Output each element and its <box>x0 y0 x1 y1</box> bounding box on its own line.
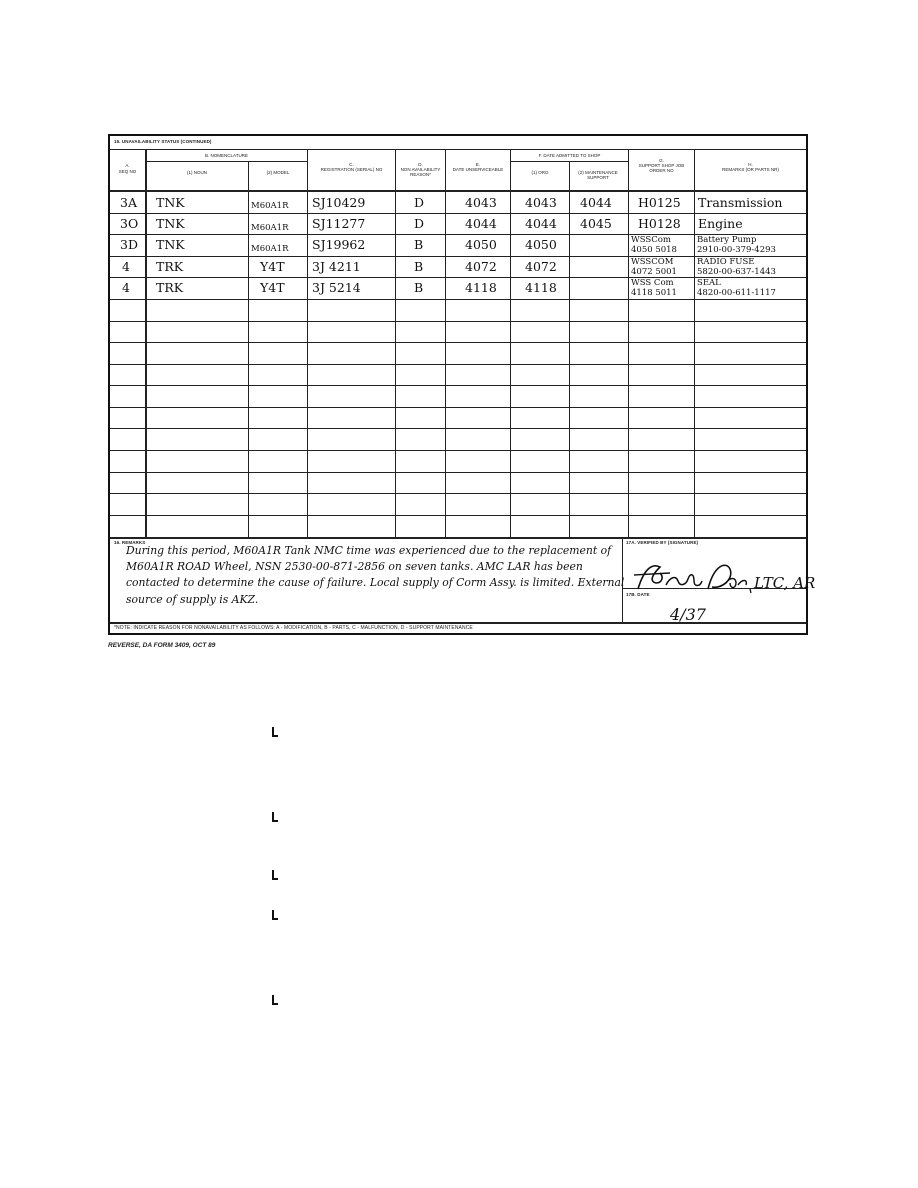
cell-seq: 3A <box>120 195 137 210</box>
header-seq-no: SEQ NO <box>118 169 137 174</box>
cell-model: Y4T <box>260 259 285 274</box>
cell-model: M60A1R <box>251 244 289 254</box>
reason-note: *NOTE: INDICATE REASON FOR NONAVAILABILITY AS FOLLOWS: A - MODIFICATION, B - PARTS, C - MALFUNCTION, D - SUPPORT MAINTENANCE <box>114 625 473 631</box>
cell-seq: 3O <box>120 216 139 231</box>
grid-line <box>395 149 396 537</box>
signature-image <box>630 559 816 595</box>
cell-date: 4050 <box>465 237 497 252</box>
cell-model: M60A1R <box>251 223 289 233</box>
cell-serial: SJ11277 <box>312 216 366 231</box>
cell-seq: 3D <box>120 237 138 252</box>
cell-reason: B <box>414 280 424 295</box>
grid-line <box>110 428 806 429</box>
cell-noun: TNK <box>156 195 185 210</box>
cell-remark: Battery Pump <box>697 235 757 245</box>
cell-job: WSSCom <box>631 235 671 245</box>
cell-seq: 4 <box>122 280 130 295</box>
cell-serial: SJ19962 <box>312 237 366 252</box>
grid-line <box>110 299 806 300</box>
grid-line <box>510 149 511 537</box>
cell-remark: RADIO FUSE <box>697 257 755 267</box>
header-nonavail-letter: D. <box>418 162 423 167</box>
grid-line <box>445 149 446 537</box>
grid-line <box>110 342 806 343</box>
header-org: (1) ORG <box>531 170 549 175</box>
cell-remark-2: 4820-00-611-1117 <box>697 288 776 298</box>
grid-line <box>110 190 806 192</box>
verified-by-label: 17A. VERIFIED BY (SIGNATURE) <box>626 540 699 545</box>
grid-line <box>248 161 249 537</box>
grid-line <box>110 472 806 473</box>
grid-line <box>110 149 806 150</box>
header-date-unserviceable: DATE UNSERVICEABLE <box>452 167 504 172</box>
cell-job-2: 4118 5011 <box>631 288 677 298</box>
cell-serial: 3J 5214 <box>312 280 361 295</box>
cell-job-2: 4050 5018 <box>631 245 677 255</box>
grid-line <box>110 407 806 408</box>
remarks-label: 16. REMARKS <box>114 540 146 545</box>
grid-line <box>110 537 806 539</box>
header-support-job: SUPPORT SHOP JOB ORDER NO <box>638 163 685 174</box>
cell-org: 4072 <box>525 259 557 274</box>
margin-mark <box>272 1003 278 1005</box>
cell-serial: SJ10429 <box>312 195 366 210</box>
header-nomenclature: B. NOMENCLATURE <box>205 153 248 158</box>
cell-date: 4044 <box>465 216 497 231</box>
remarks-text: During this period, M60A1R Tank NMC time was experienced due to the replacement of M60A1R ROAD Wheel, NSN 2530-00-871-2856 on seven tanks. AMC LAR has been contacted to determine the cause of failure. Local supply of Corm Assy. is limited. External source of supply is AKZ. <box>126 544 625 606</box>
margin-mark <box>272 878 278 880</box>
header-noun: (1) NOUN <box>187 170 207 175</box>
cell-remark-2: 5820-00-637-1443 <box>697 267 776 277</box>
cell-noun: TRK <box>156 259 184 274</box>
header-support-letter: G. <box>659 158 664 163</box>
header-seq-letter: A. <box>125 163 130 168</box>
da-form-3409-reverse <box>108 134 816 635</box>
header-date-letter: E. <box>475 162 481 167</box>
grid-line <box>110 385 806 386</box>
date-label: 17B. DATE <box>626 592 650 597</box>
cell-seq: 4 <box>122 259 130 274</box>
header-remarks: REMARKS (OR PARTS NR) <box>722 167 779 172</box>
header-model: (2) MODEL <box>266 170 290 175</box>
svg-text:LTC, AR: LTC, AR <box>754 574 816 592</box>
cell-org: 4043 <box>525 195 557 210</box>
header-nonavail-reason: NON AVAILABILITY REASON* <box>400 167 441 178</box>
cell-model: M60A1R <box>251 201 289 211</box>
form-caption: REVERSE, DA FORM 3409, OCT 89 <box>108 642 216 649</box>
cell-model: Y4T <box>260 280 285 295</box>
grid-line <box>110 493 806 494</box>
cell-org: 4044 <box>525 216 557 231</box>
cell-job: H0128 <box>638 216 681 231</box>
cell-date: 4072 <box>465 259 497 274</box>
cell-org: 4050 <box>525 237 557 252</box>
cell-job: WSS Com <box>631 278 674 288</box>
grid-line <box>145 149 147 537</box>
cell-job: WSSCOM <box>631 257 674 267</box>
section-title: 15. UNAVAILABILITY STATUS (CONTINUED) <box>114 139 212 144</box>
cell-maint: 4044 <box>580 195 612 210</box>
cell-noun: TRK <box>156 280 184 295</box>
grid-line <box>628 149 629 537</box>
cell-maint: 4045 <box>580 216 612 231</box>
header-remarks-letter: H. <box>748 162 753 167</box>
cell-job: H0125 <box>638 195 681 210</box>
cell-reason: D <box>414 216 425 231</box>
header-maint-support: (2) MAINTENANCE SUPPORT <box>578 170 618 181</box>
margin-mark <box>272 918 278 920</box>
grid-line <box>110 450 806 451</box>
margin-mark <box>272 735 278 737</box>
cell-remark: Engine <box>698 216 743 231</box>
grid-line <box>110 321 806 322</box>
date-value: 4/37 <box>670 605 706 624</box>
grid-line <box>146 161 307 162</box>
header-reg-serial: REGISTRATION (SERIAL) NO <box>320 167 383 172</box>
grid-line <box>110 515 806 516</box>
grid-line <box>110 364 806 365</box>
cell-date: 4043 <box>465 195 497 210</box>
margin-mark <box>272 820 278 822</box>
grid-line <box>307 149 308 537</box>
cell-org: 4118 <box>525 280 557 295</box>
cell-reason: D <box>414 195 425 210</box>
cell-reason: B <box>414 237 424 252</box>
grid-line <box>110 213 806 214</box>
cell-remark-2: 2910-00-379-4293 <box>697 245 776 255</box>
grid-line <box>694 149 695 537</box>
cell-noun: TNK <box>156 237 185 252</box>
cell-reason: B <box>414 259 424 274</box>
header-date-admitted: F. DATE ADMITTED TO SHOP <box>538 153 601 158</box>
grid-line <box>569 161 570 537</box>
cell-date: 4118 <box>465 280 497 295</box>
cell-noun: TNK <box>156 216 185 231</box>
cell-remark: Transmission <box>698 195 783 210</box>
cell-serial: 3J 4211 <box>312 259 361 274</box>
cell-job-2: 4072 5001 <box>631 267 677 277</box>
header-reg-letter: C. <box>349 162 354 167</box>
cell-remark: SEAL <box>697 278 721 288</box>
